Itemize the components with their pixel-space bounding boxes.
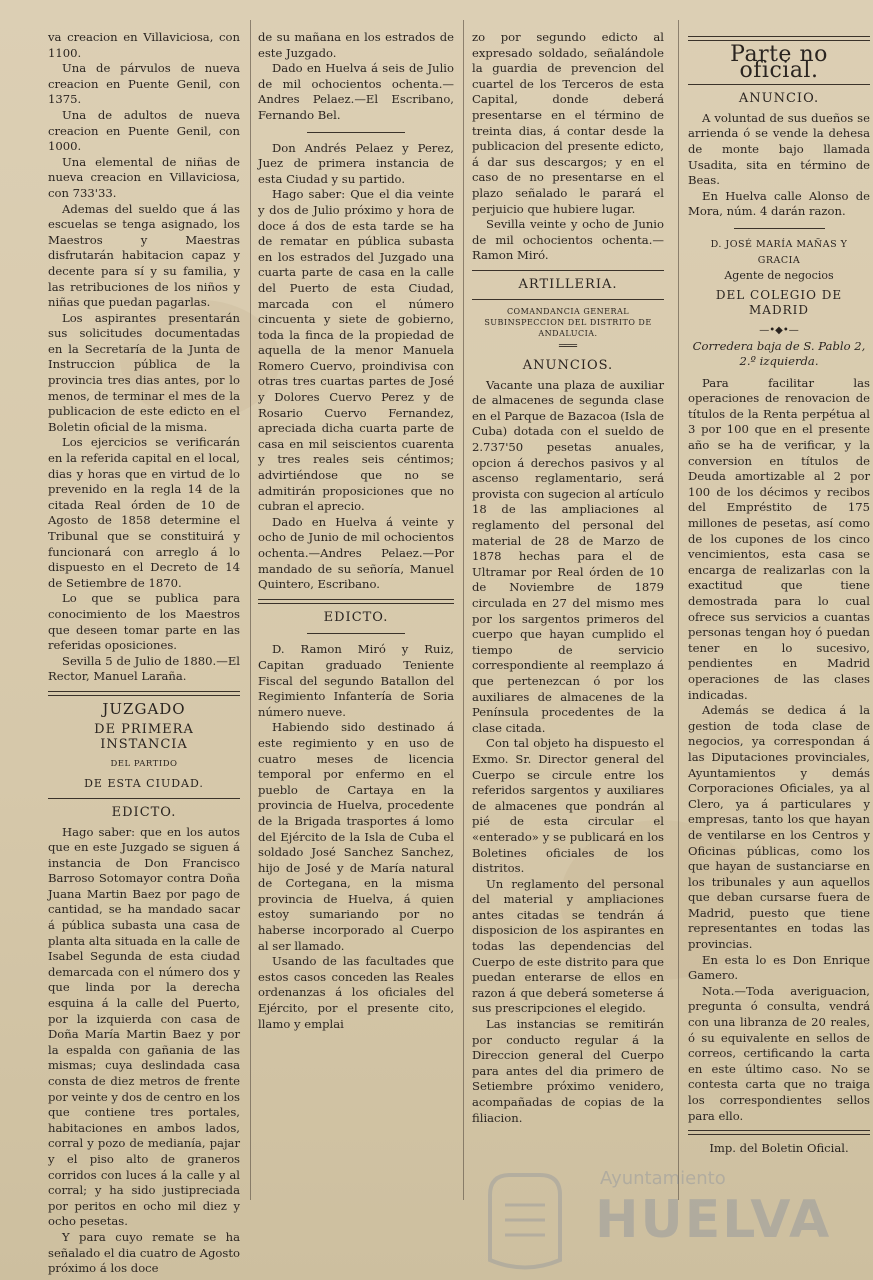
edict-title: EDICTO. xyxy=(323,609,389,625)
paragraph: Además se dedica á la gestion de toda clase de negocios, ya correspondan á las Diputaciones provinciales, Ayuntamientos y demás Corporaciones Oficiales, ya al Clero, ya á particulares y empresas, tanto los que hayan de ventilarse en los Centros y Oficinas públicas, como los que hayan de sustanciarse en los tribunales y aun aquellos que deban cursarse fuera de Madrid, puesto que tiene representantes en todas las provincias. xyxy=(688,703,870,952)
column-rule xyxy=(678,20,679,1200)
paragraph: Hago saber: Que el dia veinte y dos de Julio próximo y hora de doce á dos de esta tarde se ha de rematar en pública subasta en los estrados del Juzgado una cuarta parte de casa en la calle del Puerto de esta Ciudad, marcada con el número cincuenta y siete de gobierno, toda la finca de la propiedad de aquella de la menor Manuela Romero Cuervo, proindivisa con otras tres cuartas partes de José y Dolores Cuervo Perez y de Rosario Cuervo Fernandez, apreciada dicha cuarta parte de casa en mil seiscientos cuarenta y tres reales seis céntimos; advirtiéndose que no se admitirán proposiciones que no cubran el aprecio. xyxy=(258,187,454,514)
paragraph: Lo que se publica para conocimiento de los Maestros que deseen tomar parte en las referidas oposiciones. xyxy=(48,591,240,653)
printer-imprint: Imp. del Boletin Oficial. xyxy=(709,1141,849,1156)
paragraph: Dado en Huelva á seis de Julio de mil ochocientos ochenta.—Andres Pelaez.—El Escribano, Fernando Bel. xyxy=(258,61,454,122)
section-title: ARTILLERIA. xyxy=(518,276,618,292)
paragraph: Nota.—Toda averiguacion, pregunta ó consulta, vendrá con una libranza de 20 reales, ó su equivalente en sellos de correos, certificando la carta en este último caso. No se contesta carta que no traiga los correspondientes sellos para ello. xyxy=(688,983,870,1123)
paragraph: de su mañana en los estrados de este Juzgado. xyxy=(258,30,454,60)
agent-address: Corredera baja de S. Pablo 2, 2.º izquierda. xyxy=(692,338,866,369)
paragraph: Dado en Huelva á veinte y ocho de Junio de mil ochocientos ochenta.—Andres Pelaez.—Por mandado de su señoría, Manuel Quintero, Escribano. xyxy=(258,514,454,592)
agent-name: D. JOSÉ MARÍA MAÑAS Y GRACIA xyxy=(710,238,848,266)
column-3 xyxy=(472,30,664,1200)
watermark-subtext: Ayuntamiento xyxy=(600,1168,726,1189)
divider xyxy=(307,633,405,634)
section-divider xyxy=(258,599,454,604)
section-subtitle: DE PRIMERA INSTANCIA xyxy=(94,721,194,753)
divider xyxy=(472,270,664,271)
paragraph: En Huelva calle Alonso de Mora, núm. 4 darán razon. xyxy=(688,188,870,219)
section-subtitle: COMANDANCIA GENERAL SUBINSPECCION DEL DISTRITO DE ANDALUCIA. xyxy=(484,306,652,338)
column-rule xyxy=(463,20,464,1200)
paragraph: Una de adultos de nueva creacion en Puente Genil, con 1000. xyxy=(48,107,240,154)
paragraph: Vacante una plaza de auxiliar de almacenes de segunda clase en el Parque de Bazacoa (Isla de Cuba) dotada con el sueldo de 2.737'50 pesetas anuales, opcion á derechos pasivos y al ascenso reglamentario, será provista con sugecion al artículo 18 de las ampliaciones al reglamento del personal del material de 28 de Marzo de 1878 hechas para el de Ultramar por Real órden de 10 de Noviembre de 1879 circulada en 27 del mismo mes por los sargentos primeros del cuerpo que hayan cumplido el tiempo de servicio correspondiente al reemplazo á que pertenezcan ó por los auxiliares de almacenes de la Península procedentes de la clase citada. xyxy=(472,377,664,735)
paragraph: A voluntad de sus dueños se arrienda ó se vende la dehesa de monte bajo llamada Usadita, sita en término de Beas. xyxy=(688,110,870,188)
agent-role: Agente de negocios xyxy=(724,269,834,283)
paragraph: Los aspirantes presentarán sus solicitudes documentadas en la Secretaría de la Junta de Instruccion pública de la provincia tres dias antes, por lo menos, de terminar el mes de la publicacion de este edicto en el Boletin oficial de la misma. xyxy=(48,310,240,434)
watermark-text: HUELVA xyxy=(595,1190,832,1250)
paragraph: Usando de las facultades que estos casos conceden las Reales ordenanzas á los oficiales del Ejército, por el presente cito, llamo y emplai xyxy=(258,954,454,1031)
paragraph: Ademas del sueldo que á las escuelas se tenga asignado, los Maestros y Maestras disfrutarán habitacion capaz y decente para sí y su familia, y las retribuciones de los niños y niñas que puedan pagarlas. xyxy=(48,201,240,310)
paragraph: Don Andrés Pelaez y Perez, Juez de primera instancia de esta Ciudad y su partido. xyxy=(258,140,454,186)
paragraph: va creacion en Villaviciosa, con 1100. xyxy=(48,30,240,60)
paragraph: Y para cuyo remate se ha señalado el dia cuatro de Agosto próximo á los doce xyxy=(48,1229,240,1276)
paragraph: Habiendo sido destinado á este regimiento y en uso de cuatro meses de licencia temporal por enfermo en el pueblo de Cartaya en la provincia de Huelva, procedente de la Brigada trasportes á lomo del Ejército de la Isla de Cuba el soldado José Sanchez Sanchez, hijo de José y de María natural de Cortegana, en la misma provincia de Huelva, á quien estoy sumariando por no haberse incorporado al Cuerpo al ser llamado. xyxy=(258,720,454,953)
paragraph: Una elemental de niñas de nueva creacion en Villaviciosa, con 733'33. xyxy=(48,154,240,200)
column-4 xyxy=(688,30,870,1210)
paragraph: Un reglamento del personal del material y ampliaciones antes citadas se tendrán á disposicion de los aspirantes en todas las dependencias del Cuerpo de este distrito para que puedan enterarse de ellos en razon á que deberá someterse á sus prescripciones el elegido. xyxy=(472,876,664,1016)
ornament: ═══ xyxy=(558,340,578,352)
section-note: DEL PARTIDO xyxy=(110,758,178,769)
divider xyxy=(307,132,405,133)
ornament: —•◆•— xyxy=(759,324,799,336)
paragraph: D. Ramon Miró y Ruiz, Capitan graduado Teniente Fiscal del segundo Batallon del Regimiento Infantería de Soria número nueve. xyxy=(258,642,454,719)
column-1 xyxy=(48,30,240,1276)
divider xyxy=(688,84,870,85)
edict-title: EDICTO. xyxy=(111,804,177,820)
announcement-title: ANUNCIOS. xyxy=(522,358,614,374)
paragraph: Hago saber: que en los autos que en este Juzgado se siguen á instancia de Don Francisco Barroso Sotomayor contra Doña Juana Martin Baez por pago de cantidad, se ha mandado sacar á pública subasta una casa de planta alta situada en la calle de Isabel Segunda de esta ciudad demarcada con el número dos y que linda por la derecha esquina á la calle del Puerto, por la izquierda con casa de Doña María Martin Baez y por la espalda con gañania de las mismas; cuya deslindada casa consta de diez metros de frente por veinte y dos de centro en los que contiene tres portales, habitaciones en ambos lados, corral y pozo de medianía, pajar y el piso alto de graneros corridos con luces á la calle y al corral; y ha sido justipreciada por peritos en ocho mil diez y ocho pesetas. xyxy=(48,824,240,1229)
paragraph: Los ejercicios se verificarán en la referida capital en el local, dias y horas que en virtud de lo prevenido en la regla 14 de la citada Real órden de 10 de Agosto de 1858 determine el Tribunal que se constituirá y funcionará con arreglo á lo dispuesto en el Decreto de 14 de Setiembre de 1870. xyxy=(48,435,240,590)
paragraph: Las instancias se remitirán por conducto regular á la Direccion general del Cuerpo para antes del dia primero de Setiembre próximo venidero, acompañadas de copias de la filiacion. xyxy=(472,1017,664,1125)
section-subtitle: DE ESTA CIUDAD. xyxy=(84,777,204,791)
divider xyxy=(734,228,825,229)
section-divider xyxy=(688,36,870,41)
signature-line: Sevilla veinte y ocho de Junio de mil ochocientos ochenta.—Ramon Miró. xyxy=(472,217,664,263)
paragraph: Una de párvulos de nueva creacion en Puente Genil, con 1375. xyxy=(48,61,240,107)
paragraph: Para facilitar las operaciones de renovacion de títulos de la Renta perpétua al 3 por 100 que en el presente año se ha de verificar, y la conversion en títulos de Deuda amortizable al 2 por 100 de los décimos y recibos del Empréstito de 175 millones de pesetas, así como de los cupones de los cinco vencimientos, esta casa se encarga de realizarlas con la exactitud que tiene demostrada para lo cual ofrece sus servicios a cuantas personas tengan hoy ó puedan tener en lo sucesivo, pendientes en Madrid operaciones de las clases indicadas. xyxy=(688,375,870,702)
column-rule xyxy=(250,20,251,1200)
signature-line: Sevilla 5 de Julio de 1880.—El Rector, Manuel Laraña. xyxy=(48,653,240,684)
section-divider xyxy=(48,691,240,696)
divider xyxy=(472,299,664,300)
agent-college: DEL COLEGIO DE MADRID xyxy=(715,287,843,318)
paragraph: En esta lo es Don Enrique Gamero. xyxy=(688,952,870,983)
announcement-title: ANUNCIO. xyxy=(738,91,820,107)
section-title: JUZGADO xyxy=(102,699,186,718)
divider xyxy=(48,798,240,799)
paragraph: zo por segundo edicto al expresado soldado, señalándole la guardia de prevencion del cuartel de los Terceros de esta Capital, donde deberá presentarse en el término de treinta dias, á contar desde la publicacion del presente edicto, á dar sus descargos; y en el caso de no presentarse en el plazo señalado le parará el perjuicio que hubiere lugar. xyxy=(472,30,664,216)
column-2 xyxy=(258,30,454,1200)
section-divider xyxy=(688,1130,870,1135)
paragraph: Con tal objeto ha dispuesto el Exmo. Sr. Director general del Cuerpo se circule entre los referidos sargentos y auxiliares de almacenes que pondrán al pié de esta circular el «enterado» y se publicará en los Boletines oficiales de los distritos. xyxy=(472,736,664,876)
section-title: Parte no oficial. xyxy=(730,42,828,83)
